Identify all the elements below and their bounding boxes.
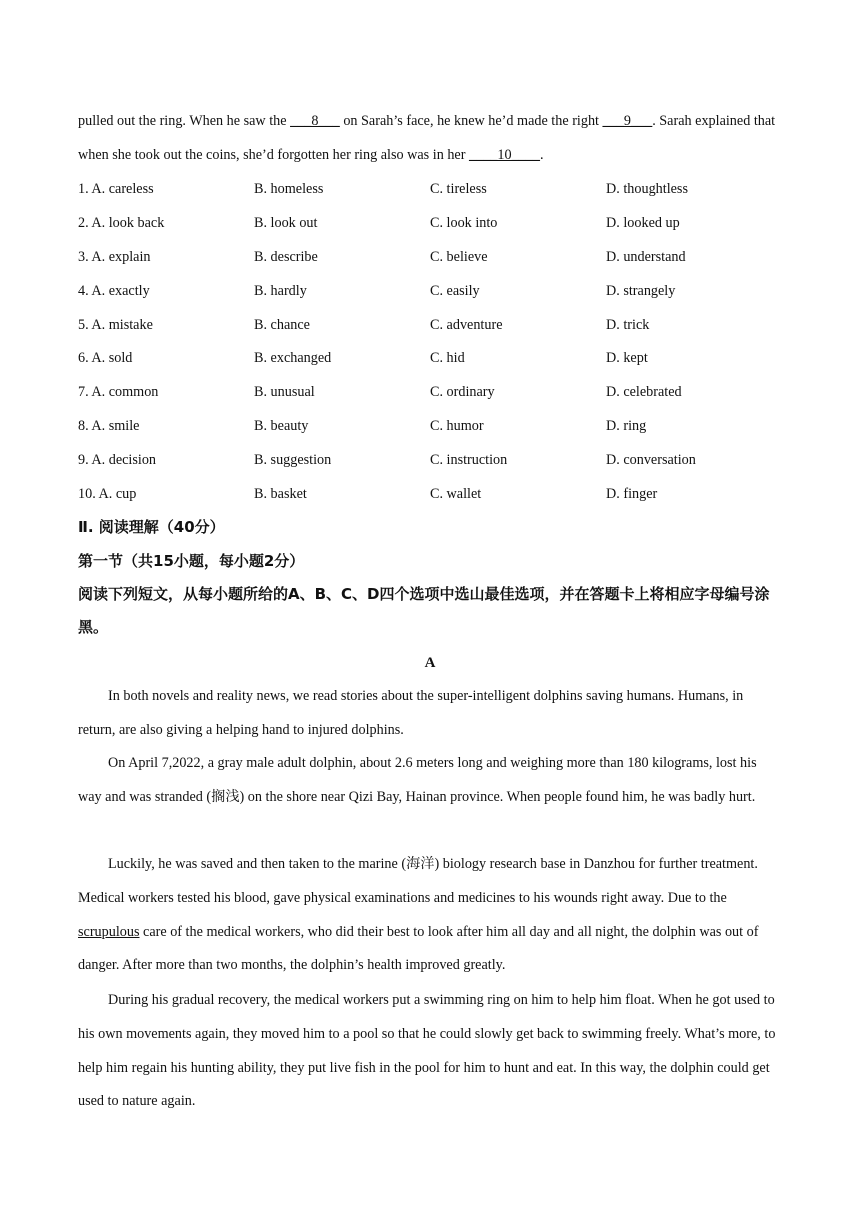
option-d: D. thoughtless [606,181,688,197]
option-row-5 [78,308,782,342]
option-a: 4. A. exactly [78,283,150,299]
option-b: B. unusual [254,384,315,400]
option-row-7 [78,375,782,409]
blank-8: ___8___ [290,113,340,129]
option-d: D. ring [606,418,647,434]
option-d: D. conversation [606,452,696,468]
option-row-8 [78,409,782,443]
option-c: C. humor [430,418,484,434]
option-a: 1. A. careless [78,181,154,197]
option-d: D. celebrated [606,384,682,400]
option-b: B. chance [254,317,310,333]
passage-paragraph-3 [78,848,782,983]
option-c: C. look into [430,215,498,231]
cloze-text: . Sarah explained that when she took out the coins, she’d forgotten her ring also was in her [78,113,776,163]
option-row-10 [78,477,782,511]
option-c: C. adventure [430,317,503,333]
passage-paragraph-1: In both novels and reality news, we read stories about the super-intelligent dolphins saving humans. Humans, in return, are also giving a helping hand to injured dolphins. [78,688,744,738]
option-a: 5. A. mistake [78,317,153,333]
option-a: 6. A. sold [78,350,133,366]
option-row-6 [78,341,782,375]
option-b: B. hardly [254,283,307,299]
option-row-4 [78,274,782,308]
option-b: B. beauty [254,418,309,434]
cloze-text: on Sarah’s face, he knew he’d made the right [339,113,603,129]
option-b: B. suggestion [254,452,332,468]
option-a: 8. A. smile [78,418,140,434]
blank-9: ___9___ [602,113,653,129]
underlined-word: scrupulous [78,923,140,940]
passage-label: A [424,655,436,671]
option-d: D. trick [606,317,650,333]
option-d: D. looked up [606,215,680,231]
option-a: 10. A. cup [78,486,137,502]
cloze-ending-paragraph [78,105,782,173]
option-c: C. tireless [430,181,487,197]
option-a: 9. A. decision [78,452,157,468]
option-row-2 [78,206,782,240]
paragraph-text: Luckily, he was saved and then taken to the marine (海洋) biology research base in Danzhou for further treatment. Medical workers tested his blood, gave physical examinations and medicines to his wounds right away. Due to the [78,856,758,906]
option-b: B. homeless [254,181,324,197]
instructions: 阅读下列短文，从每小题所给的A、B、C、D四个选项中选山最佳选项，并在答题卡上将相应字母编号涂黑。 [78,585,770,636]
option-row-3 [78,240,782,274]
passage-paragraph-4: During his gradual recovery, the medical workers put a swimming ring on him to help him float. When he got used to his own movements again, they moved him to a pool so that he could slowly get back to swimming freely. What’s more, to help him regain his hunting ability, they put live fish in the pool for him to hunt and eat. In this way, the dolphin could get used to nature again. [78,992,776,1110]
option-d: D. understand [606,249,686,265]
paragraph-text: care of the medical workers, who did their best to look after him all day and all night, the dolphin was out of danger. After more than two months, the dolphin’s health improved greatly. [78,923,759,974]
option-a: 7. A. common [78,384,159,400]
option-c: C. ordinary [430,384,495,400]
option-d: D. finger [606,486,658,502]
cloze-text: pulled out the ring. When he saw the [78,113,291,129]
option-a: 2. A. look back [78,215,165,231]
option-b: B. look out [254,215,318,231]
option-b: B. basket [254,486,307,502]
section-title: Ⅱ. 阅读理解（40分） [78,518,225,536]
subsection-title: 第一节（共15小题，每小题2分） [78,552,305,570]
blank-10: ____10____ [469,146,540,163]
option-c: C. hid [430,350,465,366]
option-d: D. kept [606,350,648,366]
option-d: D. strangely [606,283,676,299]
option-c: C. easily [430,283,480,299]
option-c: C. believe [430,249,488,265]
option-c: C. instruction [430,452,508,468]
option-row-9 [78,443,782,477]
cloze-text: . [539,146,544,163]
option-c: C. wallet [430,486,482,502]
option-b: B. describe [254,249,318,265]
option-row-1 [78,172,782,206]
option-b: B. exchanged [254,350,332,366]
option-a: 3. A. explain [78,249,151,265]
passage-paragraph-2: On April 7,2022, a gray male adult dolphin, about 2.6 meters long and weighing more than 180 kilograms, lost his way and was stranded (搁浅) on the shore near Qizi Bay, Hainan province. When people found him, he was badly hurt. [78,755,757,805]
